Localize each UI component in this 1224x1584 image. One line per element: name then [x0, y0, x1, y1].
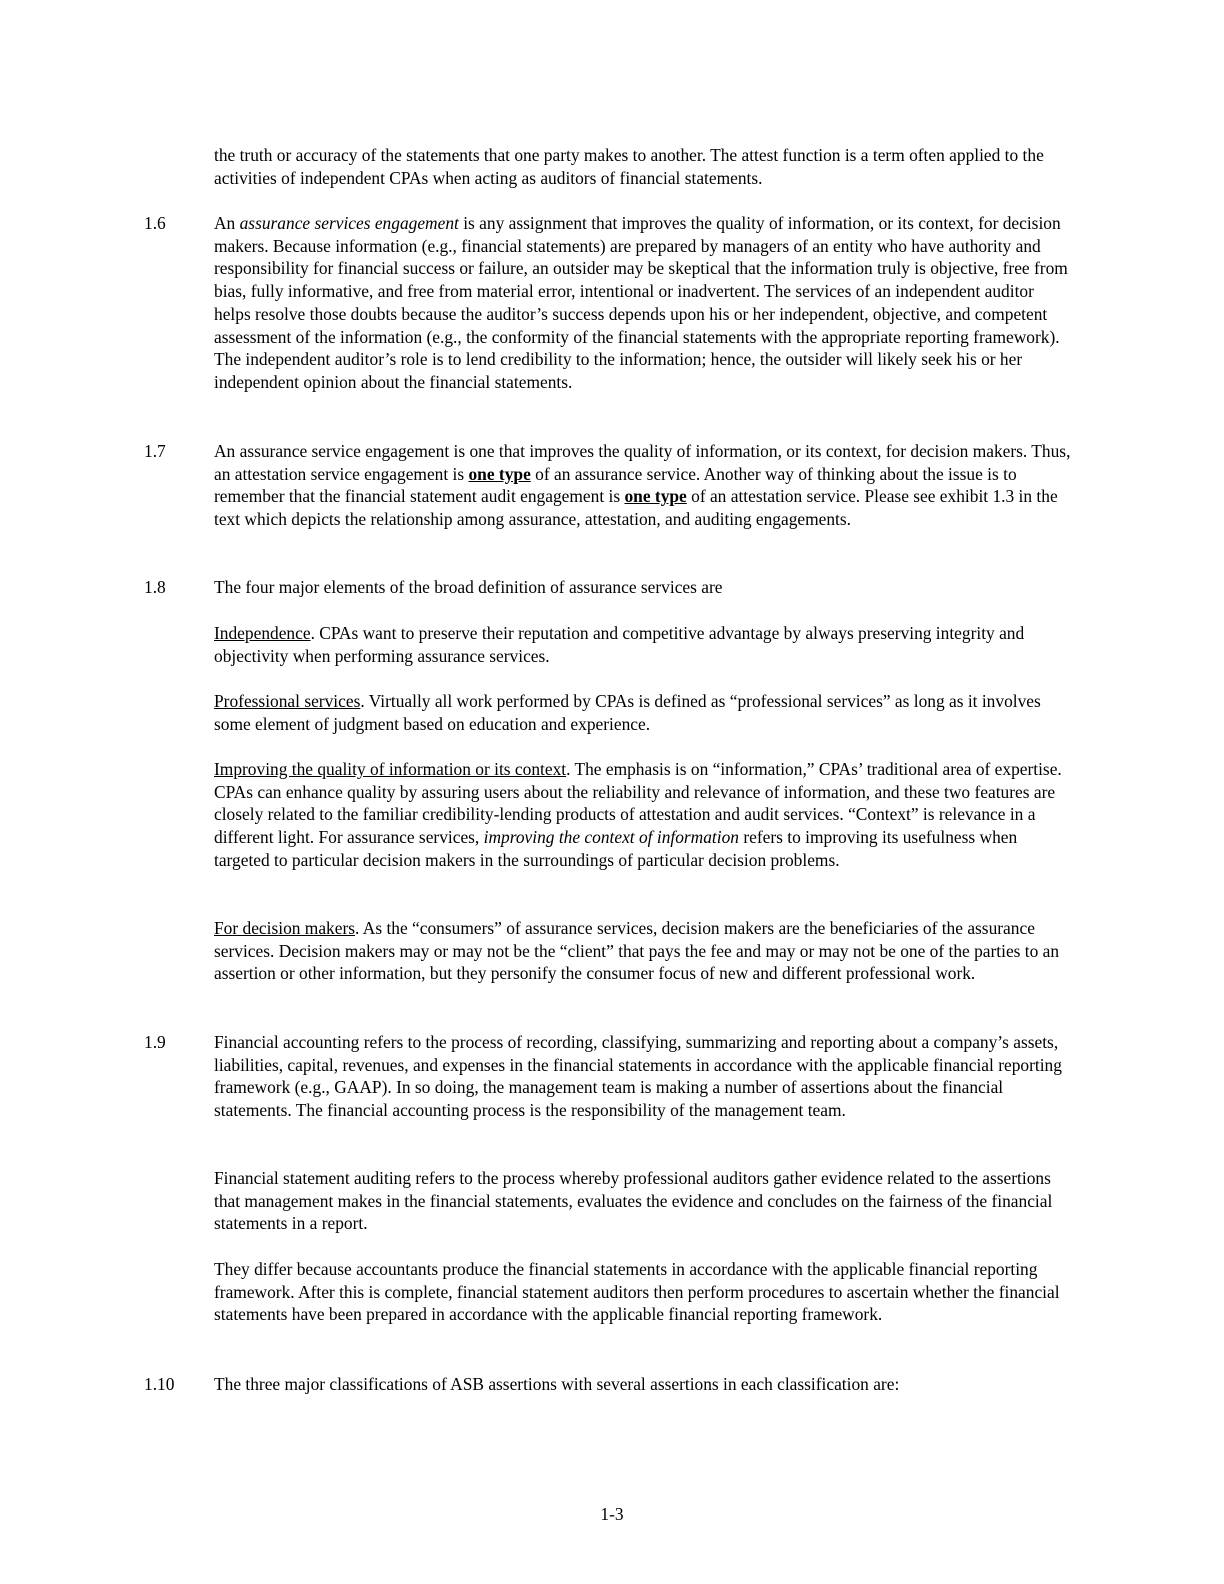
intro-paragraph: the truth or accuracy of the statements that one party makes to another. The attest function is a term often applied to the activities of independent CPAs when acting as auditors of financial statements.: [214, 145, 1044, 188]
element-italic-phrase: improving the context of information: [483, 827, 739, 848]
element-body: . CPAs want to preserve their reputation and competitive advantage by always preserving integrity and objectivity when performing assurance services.: [214, 623, 1025, 666]
element-heading: Improving the quality of information or its context: [214, 759, 567, 779]
element-body: . As the “consumers” of assurance services, decision makers are the beneficiaries of the assurance services. Decision makers may or may not be the “client” that pays the fee and may or may not be one of the parties to an assertion or other information, but they personify the consumer focus of new and different professional work.: [214, 918, 1060, 984]
section-1-7-paragraph: [214, 440, 1074, 531]
element-heading: Independence: [214, 623, 311, 643]
section-1-9-paragraph-3: They differ because accountants produce the financial statements in accordance with the applicable financial reporting framework. After this is complete, financial statement auditors then perform procedures to ascertain whether the financial statements have been prepared in accordance with the applicable financial reporting framework.: [214, 1259, 1060, 1325]
section-1-7-text-a: An assurance service engagement is one that improves the quality of information, or its context, for decision makers. Thus, an attestation service engagement is: [214, 441, 1071, 484]
one-type-emphasis-1: one type: [468, 463, 531, 484]
section-number-1-6: 1.6: [144, 213, 166, 233]
element-independence: [214, 622, 1074, 667]
section-1-7-text-b: of an assurance service. Another way of thinking about the issue is to remember that the financial statement audit engagement is: [214, 463, 1017, 507]
section-1-9-paragraph-2: Financial statement auditing refers to the process whereby professional auditors gather evidence related to the assertions that management makes in the financial statements, evaluates the evidence and concludes on the fairness of the financial statements in a report.: [214, 1168, 1053, 1234]
section-number-1-8: 1.8: [144, 577, 166, 597]
page-number: 1-3: [600, 1504, 624, 1524]
element-body: . The emphasis is on “information,” CPAs’ traditional area of expertise. CPAs can enhance quality by assuring users about the reliability and relevance of information, and these two features are closely related to the familiar credibility-lending products of attestation and audit services. “Context” is relevance in a different light. For assurance services,: [214, 759, 1062, 848]
element-body-continued: refers to improving its usefulness when targeted to particular decision makers in the surroundings of particular decision problems.: [214, 827, 1018, 870]
assurance-services-engagement-term: assurance services engagement: [239, 213, 459, 233]
section-number-1-9: 1.9: [144, 1032, 166, 1052]
element-heading: For decision makers: [214, 918, 356, 938]
section-1-6-text-b: is any assignment that improves the quality of information, or its context, for decision makers. Because information (e.g., financial statements) are prepared by managers of an entity who have authority and responsibility for financial success or failure, an outsider may be skeptical that the information truly is objective, free from bias, fully informative, and free from material error, intentional or inadvertent. The services of an independent auditor helps resolve those doubts because the auditor’s success depends upon his or her independent, objective, and competent assessment of the information (e.g., the conformity of the financial statements with the appropriate reporting framework). The independent auditor’s role is to lend credibility to the information; hence, the outsider will likely seek his or her independent opinion about the financial statements.: [214, 213, 1068, 392]
section-1-9-paragraph-1: Financial accounting refers to the process of recording, classifying, summarizing and reporting about a company’s assets, liabilities, capital, revenues, and expenses in the financial statements in accordance with the applicable financial reporting framework (e.g., GAAP). In so doing, the management team is making a number of assertions about the financial statements. The financial accounting process is the responsibility of the management team.: [214, 1032, 1062, 1121]
section-1-7-text-c: of an attestation service. Please see exhibit 1.3 in the text which depicts the relationship among assurance, attestation, and auditing engagements.: [214, 486, 1058, 530]
element-heading: Professional services: [214, 691, 361, 711]
section-1-6-text-a: An: [214, 213, 240, 233]
element-body: . Virtually all work performed by CPAs is defined as “professional services” as long as it involves some element of judgment based on education and experience.: [214, 691, 1041, 734]
section-1-8-lead: The four major elements of the broad definition of assurance services are: [214, 577, 723, 597]
one-type-emphasis-2: one type: [624, 486, 687, 507]
section-1-10-paragraph: The three major classifications of ASB assertions with several assertions in each classification are:: [214, 1374, 900, 1394]
element-for-decision-makers: [214, 917, 1074, 985]
element-professional-services: [214, 690, 1074, 735]
element-improving-quality: [214, 758, 1074, 872]
section-number-1-10: 1.10: [144, 1374, 175, 1394]
section-1-6-paragraph: [214, 212, 1074, 394]
section-number-1-7: 1.7: [144, 441, 166, 461]
